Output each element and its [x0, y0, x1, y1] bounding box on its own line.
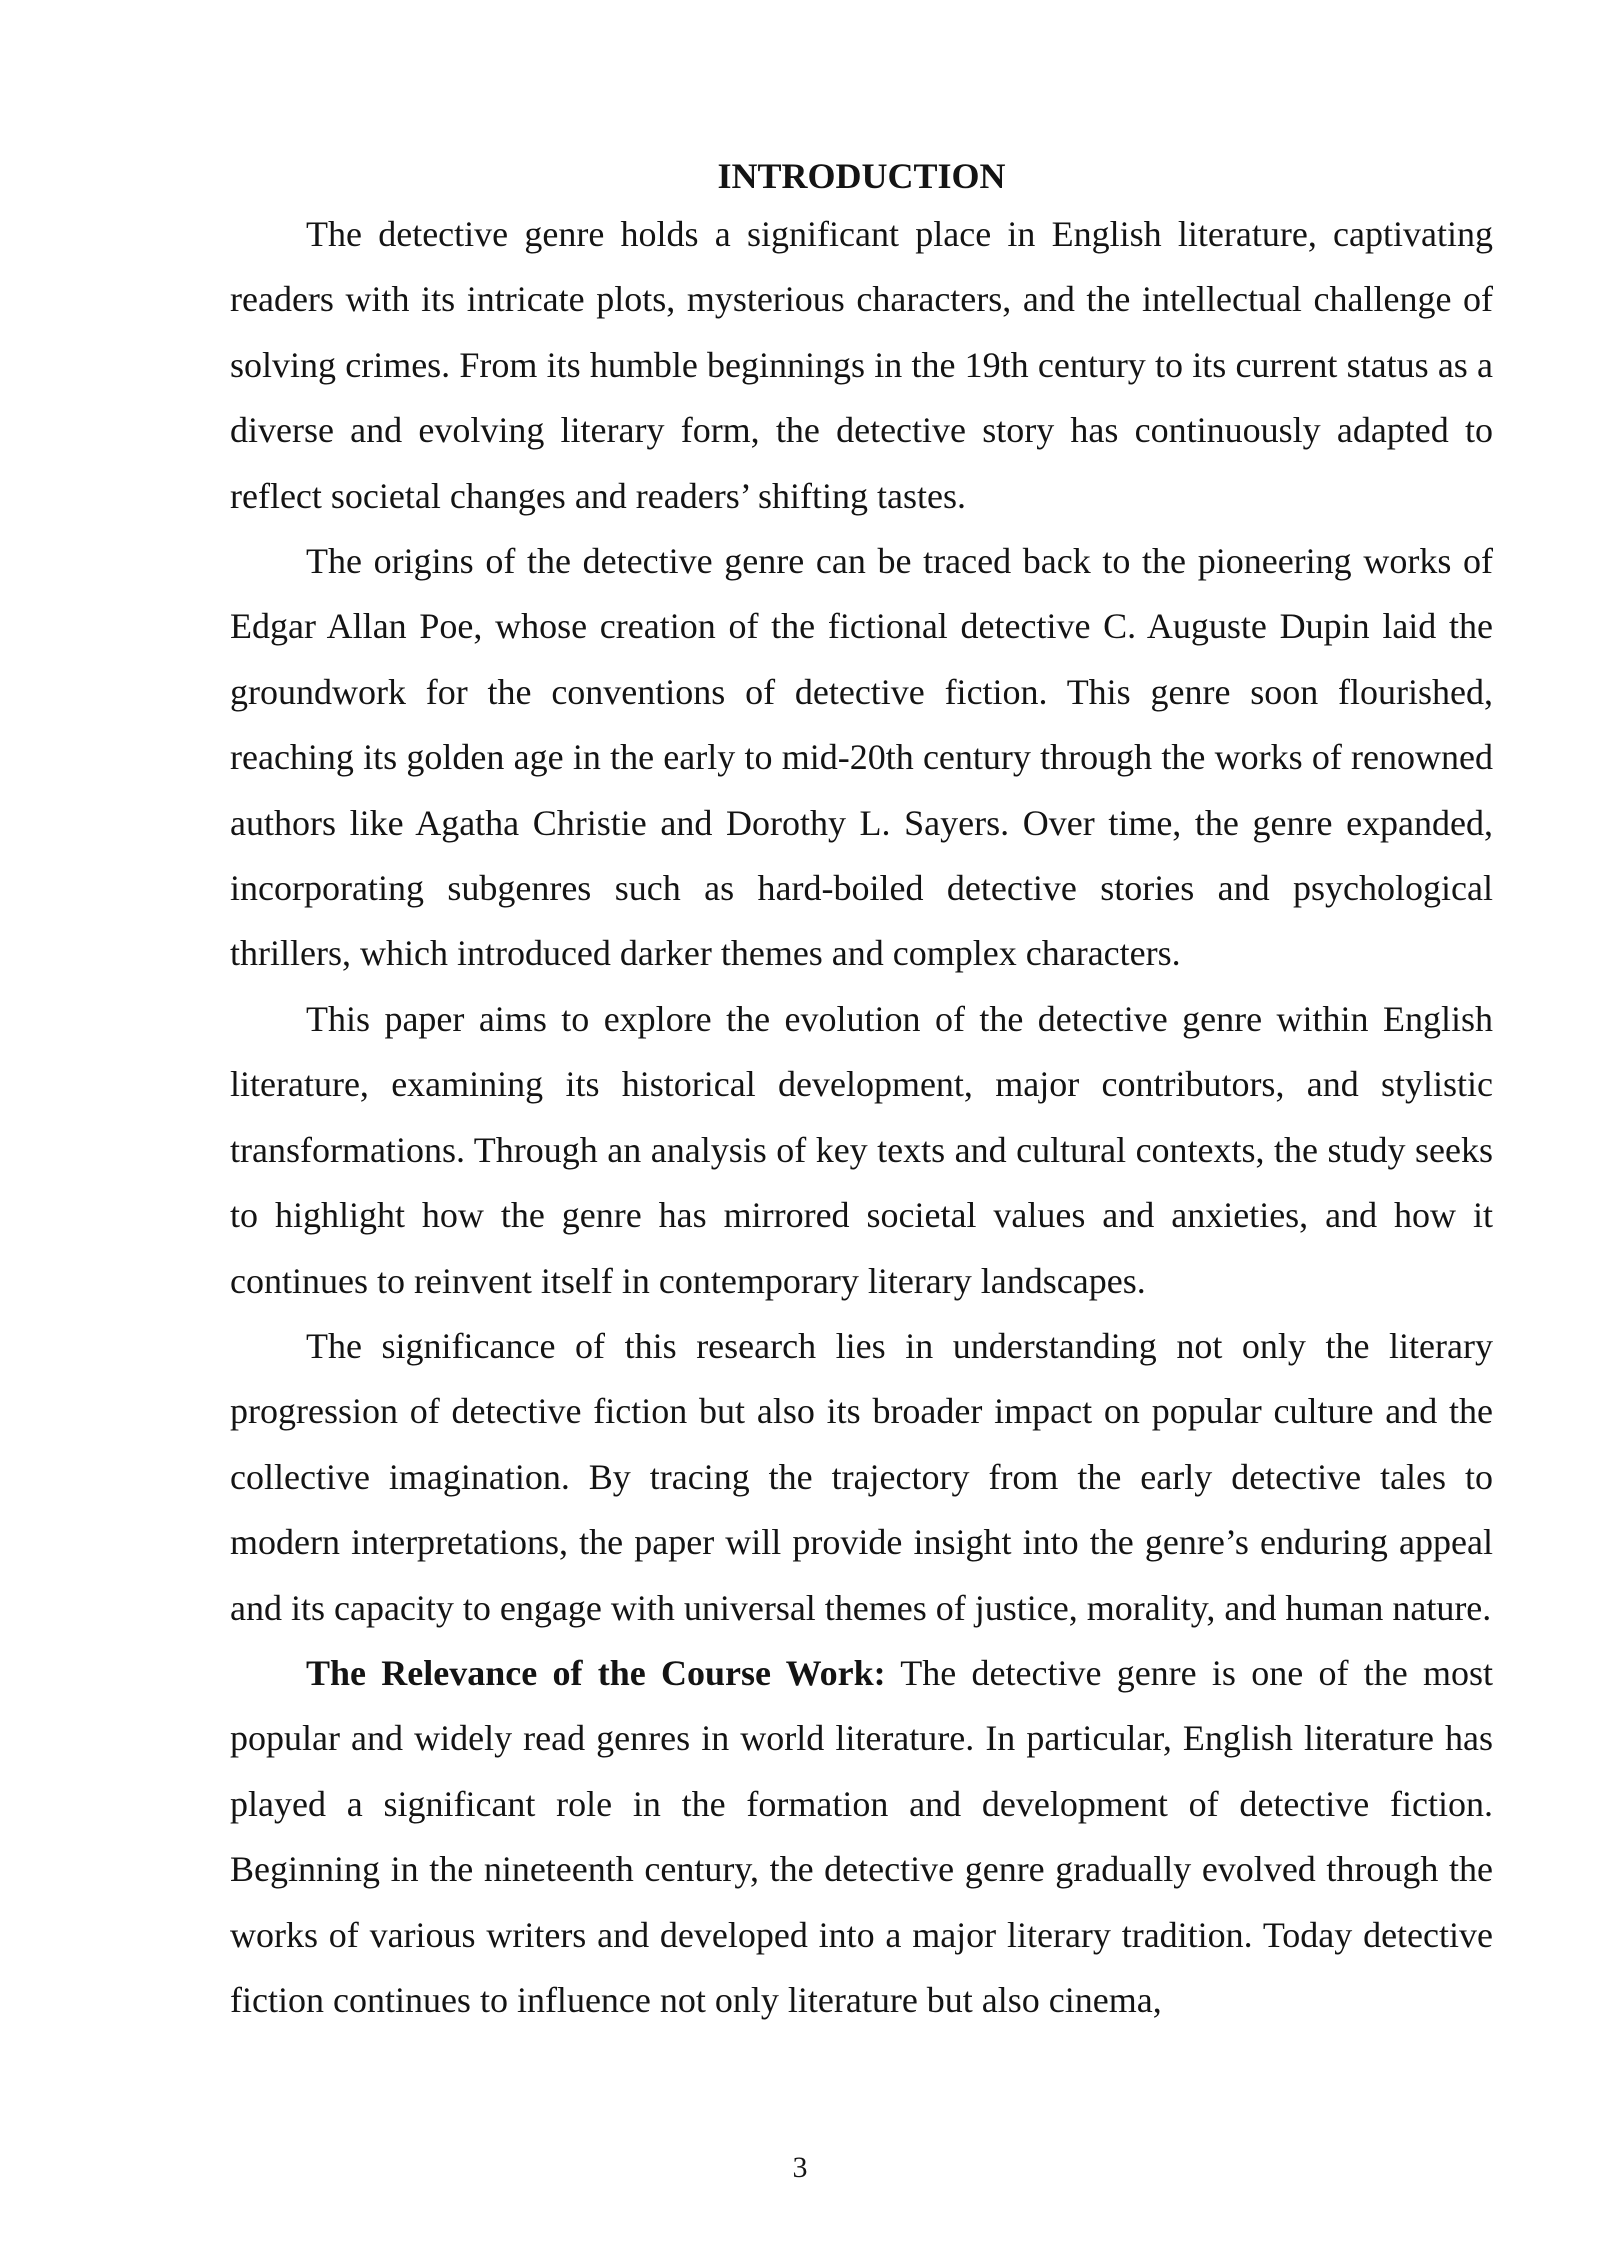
- paragraph-1: The detective genre holds a significant place in English literature, captivating readers with its intricate plots, mysterious characters, and the intellectual challenge of solving crimes. From its humble beginnings in the 19th century to its current status as a diverse and evolving literary form, the detective story has continuously adapted to reflect societal changes and readers’ shifting tastes.: [230, 214, 1493, 516]
- section-heading: INTRODUCTION: [717, 156, 1006, 196]
- page-number: 3: [792, 2151, 808, 2184]
- paragraph-3: This paper aims to explore the evolution of the detective genre within English literature, examining its historical development, major contributors, and stylistic transformations. Through an analysis of key texts and cultural contexts, the study seeks to highlight how the genre has mirrored societal values and anxieties, and how it continues to reinvent itself in contemporary literary landscapes.: [230, 998, 1493, 1301]
- relevance-lead: The Relevance of the Course Work:: [306, 1652, 886, 1693]
- paragraph-2: The origins of the detective genre can be traced back to the pioneering works of Edgar Allan Poe, whose creation of the fictional detective C. Auguste Dupin laid the groundwork for the conventions of detective fiction. This genre soon flourished, reaching its golden age in the early to mid-20th century through the works of renowned authors like Agatha Christie and Dorothy L. Sayers. Over time, the genre expanded, incorporating subgenres such as hard-boiled detective stories and psychological thrillers, which introduced darker themes and complex characters.: [230, 541, 1493, 974]
- page-content: [230, 150, 1493, 2033]
- paragraph-4: The significance of this research lies in understanding not only the literary progression of detective fiction but also its broader impact on popular culture and the collective imagination. By tracing the trajectory from the early detective tales to modern interpretations, the paper will provide insight into the genre’s enduring appeal and its capacity to engage with universal themes of justice, morality, and human nature.: [230, 1325, 1493, 1628]
- relevance-paragraph: [230, 1641, 1493, 2033]
- relevance-text: The detective genre is one of the most popular and widely read genres in world literature. In particular, English literature has played a significant role in the formation and development of detective fiction. Beginning in the nineteenth century, the detective genre gradually evolved through the works of various writers and developed into a major literary tradition. Today detective fiction continues to influence not only literature but also cinema,: [230, 1652, 1493, 2020]
